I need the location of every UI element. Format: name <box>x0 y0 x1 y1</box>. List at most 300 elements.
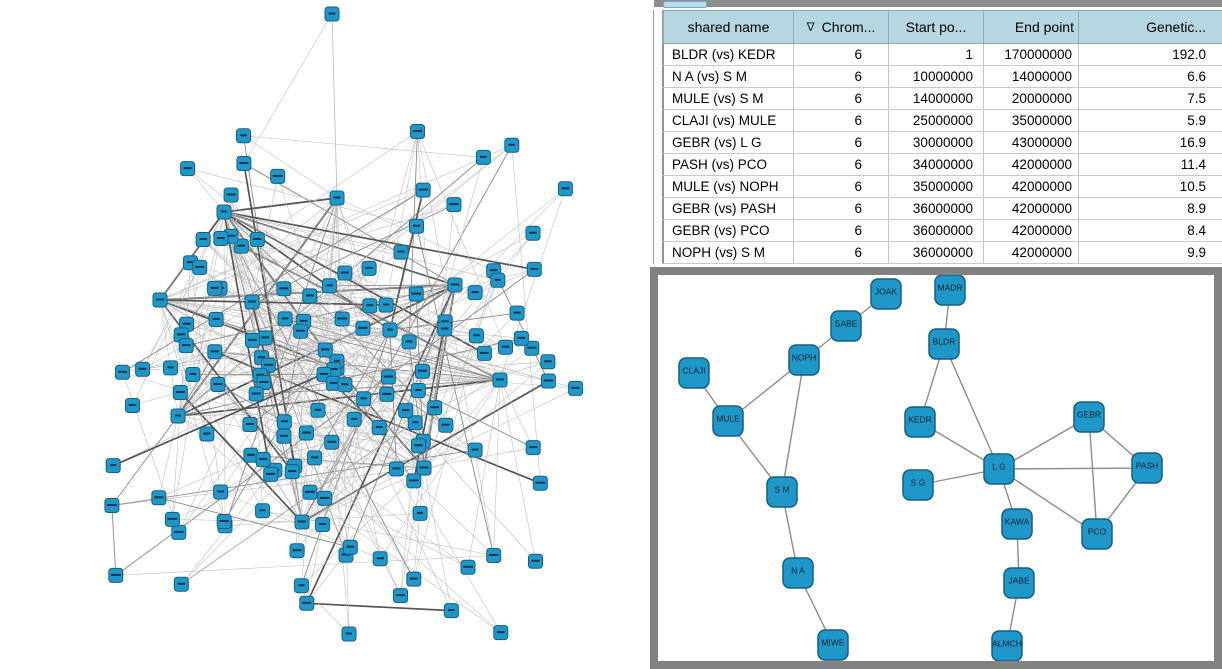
table-row[interactable] <box>664 88 1222 110</box>
network-node[interactable] <box>277 429 291 443</box>
network-node[interactable] <box>526 441 540 455</box>
network-node[interactable] <box>338 266 352 280</box>
node-label <box>321 348 329 350</box>
node-label <box>190 373 197 375</box>
node-label: N A <box>791 565 805 576</box>
detail-network-canvas[interactable] <box>658 275 1214 661</box>
node-label: KEDR <box>908 414 932 425</box>
cell-end-point[interactable]: 42000000 <box>984 176 1079 198</box>
network-node[interactable] <box>126 399 140 413</box>
network-node[interactable] <box>533 476 547 490</box>
node-label <box>392 467 401 469</box>
table-row[interactable] <box>664 154 1222 176</box>
network-node[interactable] <box>325 7 339 21</box>
network-node[interactable] <box>300 596 314 610</box>
cell-chromosome[interactable]: 6 <box>794 176 889 198</box>
node-label <box>107 504 117 506</box>
node-label <box>296 330 305 332</box>
network-node[interactable] <box>256 453 270 467</box>
node-label <box>281 420 288 422</box>
network-node[interactable] <box>295 515 309 529</box>
network-node[interactable] <box>439 418 453 432</box>
node-label <box>139 368 147 370</box>
network-node[interactable] <box>330 191 344 205</box>
node-label <box>266 473 275 475</box>
network-node[interactable] <box>373 552 387 566</box>
cell-genetic-distance[interactable]: 6.6 <box>1079 66 1222 88</box>
node-label: S G <box>910 477 926 488</box>
network-node[interactable] <box>109 568 123 582</box>
network-node[interactable] <box>209 313 223 327</box>
filter-icon[interactable]: ∇ <box>806 20 815 34</box>
cell-genetic-distance[interactable]: 9.9 <box>1079 242 1222 264</box>
network-node[interactable] <box>461 560 475 574</box>
cell-shared-name[interactable]: CLAJI (vs) MULE <box>664 110 794 132</box>
network-node[interactable] <box>186 368 200 382</box>
node-label <box>410 578 418 580</box>
network-node[interactable] <box>208 345 222 359</box>
network-node[interactable] <box>278 312 292 326</box>
cell-shared-name[interactable]: GEBR (vs) PCO <box>664 220 794 242</box>
edge-GEBR-PCO[interactable] <box>1089 417 1097 534</box>
cell-chromosome[interactable]: 6 <box>794 242 889 264</box>
network-node[interactable] <box>116 365 130 379</box>
node-label: SABE <box>834 318 858 329</box>
cell-shared-name[interactable]: MULE (vs) S M <box>664 88 794 110</box>
network-node[interactable] <box>256 504 270 518</box>
network-node[interactable] <box>106 459 120 473</box>
node-label: BLDR <box>932 336 956 347</box>
network-node[interactable] <box>181 162 195 176</box>
table-row[interactable] <box>664 242 1222 264</box>
node-JABE[interactable] <box>1004 568 1034 598</box>
network-node[interactable] <box>208 281 222 295</box>
column-header-start-position[interactable]: Start po... <box>889 11 984 44</box>
network-node[interactable] <box>249 387 263 401</box>
cell-genetic-distance[interactable]: 8.4 <box>1079 220 1222 242</box>
node-label: JABE <box>1008 575 1030 586</box>
table-row[interactable] <box>664 132 1222 154</box>
network-node[interactable] <box>342 627 356 641</box>
network-node[interactable] <box>444 604 458 618</box>
network-node[interactable] <box>372 421 386 435</box>
node-PCO[interactable] <box>1082 519 1112 549</box>
cell-end-point[interactable]: 14000000 <box>984 66 1079 88</box>
cell-shared-name[interactable]: MULE (vs) NOPH <box>664 176 794 198</box>
node-label: CLAJI <box>682 365 706 376</box>
network-node[interactable] <box>526 226 540 240</box>
network-node[interactable] <box>271 169 285 183</box>
network-node[interactable] <box>487 549 501 563</box>
network-node[interactable] <box>491 273 505 287</box>
column-header-shared-name[interactable]: shared name <box>664 11 794 44</box>
network-node[interactable] <box>237 157 251 171</box>
node-label <box>409 479 419 481</box>
cell-end-point[interactable]: 43000000 <box>984 132 1079 154</box>
node-CLAJI[interactable] <box>679 358 709 388</box>
cell-start-position[interactable]: 36000000 <box>889 242 984 264</box>
network-node[interactable] <box>290 544 304 558</box>
cell-start-position[interactable]: 36000000 <box>889 220 984 242</box>
node-label <box>490 269 498 271</box>
edge <box>187 263 191 325</box>
network-node[interactable] <box>347 412 361 426</box>
cell-end-point[interactable]: 42000000 <box>984 154 1079 176</box>
cell-shared-name[interactable]: GEBR (vs) PASH <box>664 198 794 220</box>
network-node[interactable] <box>527 262 541 276</box>
node-label <box>334 197 341 199</box>
network-node[interactable] <box>343 540 357 554</box>
table-row[interactable] <box>664 44 1222 66</box>
cell-chromosome[interactable]: 6 <box>794 132 889 154</box>
edge <box>500 380 536 561</box>
node-NOPH[interactable] <box>789 345 819 375</box>
node-label <box>417 512 423 514</box>
node-label <box>473 334 480 336</box>
node-PASH[interactable] <box>1132 453 1162 483</box>
network-node[interactable] <box>237 129 251 143</box>
network-node[interactable] <box>428 401 442 415</box>
node-label <box>442 424 450 426</box>
node-label <box>351 418 357 420</box>
node-label <box>248 301 256 303</box>
network-node[interactable] <box>468 286 482 300</box>
node-MIWE[interactable] <box>818 630 848 660</box>
edge <box>172 212 224 519</box>
network-node[interactable] <box>381 370 395 384</box>
node-label <box>175 415 181 417</box>
node-label <box>329 13 336 15</box>
edge <box>307 603 452 610</box>
network-node[interactable] <box>250 233 264 247</box>
node-label <box>449 203 459 205</box>
node-label <box>320 497 330 499</box>
node-label <box>111 574 121 576</box>
cell-genetic-distance[interactable]: 16.9 <box>1079 132 1222 154</box>
network-node[interactable] <box>448 278 462 292</box>
network-node[interactable] <box>476 150 490 164</box>
network-node[interactable] <box>402 335 416 349</box>
network-node[interactable] <box>410 219 424 233</box>
edge <box>224 212 401 252</box>
network-node[interactable] <box>322 279 336 293</box>
network-node[interactable] <box>407 572 421 586</box>
node-label: NOPH <box>791 352 817 363</box>
cell-start-position[interactable]: 30000000 <box>889 132 984 154</box>
network-node[interactable] <box>447 198 461 212</box>
network-node[interactable] <box>179 339 193 353</box>
network-node[interactable] <box>493 373 507 387</box>
edge <box>112 416 178 506</box>
network-node[interactable] <box>171 409 185 423</box>
node-label <box>184 167 192 169</box>
cell-shared-name[interactable]: GEBR (vs) L G <box>664 132 794 154</box>
network-node[interactable] <box>214 485 228 499</box>
node-label <box>156 299 165 301</box>
node-label <box>411 293 421 295</box>
network-node[interactable] <box>541 355 555 369</box>
network-node[interactable] <box>335 312 349 326</box>
node-label <box>531 560 540 562</box>
edge <box>172 519 302 522</box>
node-ALMCH[interactable] <box>992 631 1022 661</box>
cell-start-position[interactable]: 25000000 <box>889 110 984 132</box>
node-SG[interactable] <box>903 470 933 500</box>
network-node[interactable] <box>338 378 352 392</box>
network-node[interactable] <box>172 525 186 539</box>
node-label <box>366 304 373 306</box>
network-node[interactable] <box>311 403 325 417</box>
network-node[interactable] <box>411 125 425 139</box>
node-label <box>326 284 333 286</box>
node-label <box>529 232 537 234</box>
node-label <box>298 521 307 523</box>
cell-chromosome[interactable]: 6 <box>794 220 889 242</box>
network-node[interactable] <box>294 579 308 593</box>
node-JOAK[interactable] <box>871 279 901 309</box>
network-node[interactable] <box>246 333 260 347</box>
cell-start-position[interactable]: 36000000 <box>889 198 984 220</box>
network-node[interactable] <box>245 295 259 309</box>
network-node[interactable] <box>514 331 528 345</box>
network-node[interactable] <box>303 289 317 303</box>
cell-start-position[interactable]: 34000000 <box>889 154 984 176</box>
node-NA[interactable] <box>783 558 813 588</box>
network-node[interactable] <box>417 461 431 475</box>
node-label <box>246 423 254 425</box>
node-label <box>240 134 247 136</box>
cell-genetic-distance[interactable]: 8.9 <box>1079 198 1222 220</box>
network-node[interactable] <box>277 282 291 296</box>
network-node[interactable] <box>174 577 188 591</box>
network-node[interactable] <box>285 465 299 479</box>
network-node[interactable] <box>416 183 430 197</box>
network-node[interactable] <box>164 361 178 375</box>
node-MADR[interactable] <box>935 275 965 305</box>
cell-start-position[interactable]: 1 <box>889 44 984 66</box>
cell-end-point[interactable]: 42000000 <box>984 220 1079 242</box>
cell-chromosome[interactable]: 6 <box>794 110 889 132</box>
node-label <box>536 482 546 484</box>
network-node[interactable] <box>105 499 119 513</box>
node-label: ALMCH <box>992 638 1022 649</box>
network-node[interactable] <box>411 384 425 398</box>
node-label <box>311 456 319 458</box>
node-label <box>227 194 236 196</box>
network-node[interactable] <box>413 506 427 520</box>
node-label <box>544 360 552 362</box>
cell-chromosome[interactable]: 6 <box>794 198 889 220</box>
node-label <box>376 426 383 428</box>
network-node[interactable] <box>510 306 524 320</box>
network-node[interactable] <box>243 418 257 432</box>
network-node[interactable] <box>303 485 317 499</box>
network-node[interactable] <box>416 364 430 378</box>
node-label <box>279 287 288 289</box>
cell-end-point[interactable]: 35000000 <box>984 110 1079 132</box>
edge <box>123 372 179 532</box>
network-node[interactable] <box>136 362 150 376</box>
network-node[interactable] <box>316 518 330 532</box>
network-node[interactable] <box>468 443 482 457</box>
network-node[interactable] <box>383 323 397 337</box>
node-label <box>182 344 191 346</box>
column-header-genetic-distance[interactable]: Genetic... <box>1079 11 1222 44</box>
edge <box>414 271 494 579</box>
node-label <box>298 584 304 586</box>
node-label <box>383 304 389 306</box>
network-node[interactable] <box>318 343 332 357</box>
node-label <box>253 238 262 240</box>
node-label <box>282 317 288 319</box>
cell-start-position[interactable]: 35000000 <box>889 176 984 198</box>
node-label <box>508 144 515 146</box>
network-node[interactable] <box>469 329 483 343</box>
table-row[interactable] <box>664 176 1222 198</box>
network-node[interactable] <box>394 245 408 259</box>
edge-NOPH-SM[interactable] <box>782 360 804 492</box>
network-node[interactable] <box>409 287 423 301</box>
network-node[interactable] <box>153 293 167 307</box>
node-label <box>384 376 394 378</box>
table-row[interactable] <box>664 198 1222 220</box>
edge <box>116 556 494 576</box>
network-node[interactable] <box>152 491 166 505</box>
network-node[interactable] <box>477 346 491 360</box>
network-node[interactable] <box>264 467 278 481</box>
table-row[interactable] <box>664 66 1222 88</box>
horizontal-scrollbar[interactable] <box>654 0 1222 7</box>
network-node[interactable] <box>558 182 572 196</box>
edge-attribute-table <box>663 10 1222 264</box>
node-label <box>176 391 185 393</box>
edge <box>500 380 533 448</box>
edge-LG-PASH[interactable] <box>999 468 1147 469</box>
node-label <box>174 531 184 533</box>
node-KEDR[interactable] <box>905 407 935 437</box>
network-node[interactable] <box>499 340 513 354</box>
cell-chromosome[interactable]: 6 <box>794 88 889 110</box>
cell-end-point[interactable]: 42000000 <box>984 198 1079 220</box>
network-node[interactable] <box>494 626 508 640</box>
cell-chromosome[interactable]: 6 <box>794 66 889 88</box>
node-label <box>203 433 210 435</box>
column-header-chromosome[interactable] <box>794 11 889 44</box>
edge <box>494 380 500 556</box>
network-node[interactable] <box>399 404 413 418</box>
network-node[interactable] <box>363 299 377 313</box>
network-node[interactable] <box>529 554 543 568</box>
network-node[interactable] <box>217 205 231 219</box>
cell-shared-name[interactable]: NOPH (vs) S M <box>664 242 794 264</box>
node-label <box>110 464 116 466</box>
node-label <box>472 291 479 293</box>
network-node[interactable] <box>196 233 210 247</box>
cell-shared-name[interactable]: N A (vs) S M <box>664 66 794 88</box>
cell-genetic-distance[interactable]: 7.5 <box>1079 88 1222 110</box>
cell-end-point[interactable]: 42000000 <box>984 242 1079 264</box>
network-node[interactable] <box>224 188 238 202</box>
cell-end-point[interactable]: 20000000 <box>984 88 1079 110</box>
node-label: S M <box>774 484 790 495</box>
cell-end-point[interactable]: 170000000 <box>984 44 1079 66</box>
node-label: GEBR <box>1076 409 1102 420</box>
network-node[interactable] <box>394 589 408 603</box>
cell-chromosome[interactable]: 6 <box>794 44 889 66</box>
cell-genetic-distance[interactable]: 11.4 <box>1079 154 1222 176</box>
scrollbar-thumb[interactable] <box>663 1 707 8</box>
cell-genetic-distance[interactable]: 10.5 <box>1079 176 1222 198</box>
network-node[interactable] <box>165 512 179 526</box>
node-label <box>496 379 504 381</box>
network-node[interactable] <box>379 298 393 312</box>
network-node[interactable] <box>412 439 426 453</box>
table-row[interactable] <box>664 220 1222 242</box>
network-node[interactable] <box>294 324 308 338</box>
node-label <box>260 509 266 511</box>
cell-genetic-distance[interactable]: 192.0 <box>1079 44 1222 66</box>
cell-shared-name[interactable]: BLDR (vs) KEDR <box>664 44 794 66</box>
node-label: PASH <box>1135 460 1159 471</box>
network-node[interactable] <box>308 451 322 465</box>
node-SM[interactable] <box>767 477 797 507</box>
network-node[interactable] <box>356 321 370 335</box>
edge-BLDR-LG[interactable] <box>944 344 999 469</box>
node-label <box>387 329 393 331</box>
network-node[interactable] <box>325 435 339 449</box>
node-KAWA[interactable] <box>1002 509 1032 539</box>
node-MULE[interactable] <box>713 406 743 436</box>
network-node[interactable] <box>217 515 231 529</box>
network-node[interactable] <box>380 387 394 401</box>
cell-start-position[interactable]: 10000000 <box>889 66 984 88</box>
network-node[interactable] <box>193 260 207 274</box>
network-node[interactable] <box>407 474 421 488</box>
network-node[interactable] <box>277 415 291 429</box>
table-row[interactable] <box>664 110 1222 132</box>
network-node[interactable] <box>569 381 583 395</box>
network-node[interactable] <box>258 331 272 345</box>
cell-chromosome[interactable]: 6 <box>794 154 889 176</box>
network-node[interactable] <box>541 374 555 388</box>
network-node[interactable] <box>438 322 452 336</box>
network-node[interactable] <box>505 138 519 152</box>
node-BLDR[interactable] <box>929 329 959 359</box>
edge <box>244 136 338 198</box>
column-header-end-point[interactable]: End point <box>984 11 1079 44</box>
network-node[interactable] <box>390 462 404 476</box>
node-label <box>292 549 301 551</box>
node-label <box>480 156 487 158</box>
node-SABE[interactable] <box>831 311 861 341</box>
node-LG[interactable] <box>984 454 1014 484</box>
network-node[interactable] <box>357 392 371 406</box>
network-node[interactable] <box>318 491 332 505</box>
network-node[interactable] <box>214 232 228 246</box>
network-node[interactable] <box>173 386 187 400</box>
network-node[interactable] <box>299 426 313 440</box>
node-label <box>219 520 229 522</box>
node-GEBR[interactable] <box>1074 402 1104 432</box>
network-node[interactable] <box>211 378 225 392</box>
cell-shared-name[interactable]: PASH (vs) PCO <box>664 154 794 176</box>
cell-start-position[interactable]: 14000000 <box>889 88 984 110</box>
cell-genetic-distance[interactable]: 5.9 <box>1079 110 1222 132</box>
network-node[interactable] <box>362 261 376 275</box>
network-node[interactable] <box>200 427 214 441</box>
node-label <box>334 360 340 362</box>
node-label <box>377 557 384 559</box>
